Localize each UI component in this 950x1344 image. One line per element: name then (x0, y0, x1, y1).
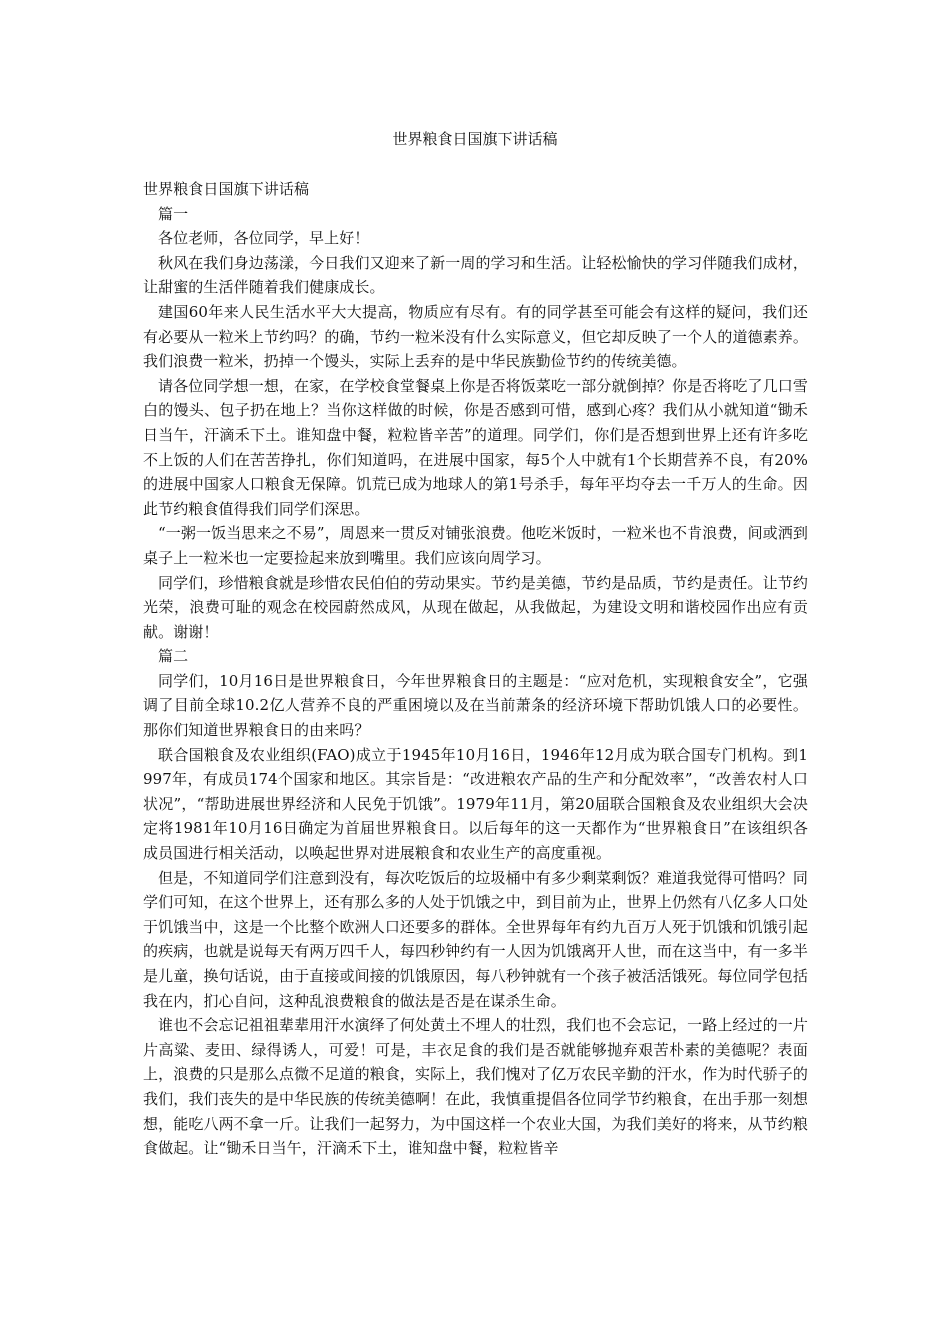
document-title: 世界粮食日国旗下讲话稿 (392, 130, 558, 148)
paragraph: 同学们，10月16日是世界粮食日，今年世界粮食日的主题是：“应对危机，实现粮食安全”，它强调了目前全球10.2亿人营养不良的严重困境以及在当前萧条的经济环境下帮助饥饿人口的必要性。那你们知道世界粮食日的由来吗？ (143, 671, 808, 740)
paragraph: “一粥一饭当思来之不易”，周恩来一贯反对铺张浪费。他吃米饭时，一粒米也不肯浪费，间或洒到桌子上一粒米也一定要捡起来放到嘴里。我们应该向周学习。 (143, 524, 808, 567)
document-body (143, 177, 808, 1161)
paragraph: 秋风在我们身边荡漾，今日我们又迎来了新一周的学习和生活。让轻松愉快的学习伴随我们成材，让甜蜜的生活伴随着我们健康成长。 (143, 253, 808, 297)
document-subtitle: 世界粮食日国旗下讲话稿 (143, 180, 310, 198)
paragraph: 同学们，珍惜粮食就是珍惜农民伯伯的劳动果实。节约是美德，节约是品质，节约是责任。让节约光荣，浪费可耻的观念在校园蔚然成风，从现在做起，从我做起，为建设文明和谐校园作出应有贡献。谢谢！ (143, 573, 808, 641)
paragraph: 谁也不会忘记祖祖辈辈用汗水演绎了何处黄土不埋人的壮烈，我们也不会忘记，一路上经过的一片片高粱、麦田、绿得诱人，可爱！可是，丰衣足食的我们是否就能够抛弃艰苦朴素的美德呢？表面上，浪费的只是那么点微不足道的粮食，实际上，我们愧对了亿万农民辛勤的汗水，作为时代骄子的我们，我们丧失的是中华民族的传统美德啊！在此，我慎重提倡各位同学节约粮食，在出手那一刻想想，能吃八两不拿一斤。让我们一起努力，为中国这样一个农业大国，为我们美好的将来，从节约粮食做起。让“锄禾日当午，汗滴禾下土，谁知盘中餐，粒粒皆辛 (143, 1016, 808, 1158)
paragraph: 建国60年来人民生活水平大大提高，物质应有尽有。有的同学甚至可能会有这样的疑问，我们还有必要从一粒米上节约吗？的确，节约一粒米没有什么实际意义，但它却反映了一个人的道德素养。我们浪费一粒米，扔掉一个馒头，实际上丢弃的是中华民族勤俭节约的传统美德。 (143, 302, 808, 371)
paragraph: 但是，不知道同学们注意到没有，每次吃饭后的垃圾桶中有多少剩菜剩饭？难道我觉得可惜吗？同学们可知，在这个世界上，还有那么多的人处于饥饿之中，到目前为止，世界上仍然有八亿多人口处于饥饿当中，这是一个比整个欧洲人口还要多的群体。全世界每年有约九百万人死于饥饿和饥饿引起的疾病，也就是说每天有两万四千人，每四秒钟约有一人因为饥饿离开人世，而在这当中，有一多半是儿童，换句话说，由于直接或间接的饥饿原因，每八秒钟就有一个孩子被活活饿死。每位同学包括我在内，扪心自问，这种乱浪费粮食的做法是否是在谋杀生命。 (143, 868, 808, 1010)
paragraph: 请各位同学想一想，在家，在学校食堂餐桌上你是否将饭菜吃一部分就倒掉？你是否将吃了几口雪白的馒头、包子扔在地上？当你这样做的时候，你是否感到可惜，感到心疼？我们从小就知道“锄禾日当午，汗滴禾下土。谁知盘中餐，粒粒皆辛苦”的道理。同学们，你们是否想到世界上还有许多吃不上饭的人们在苦苦挣扎，你们知道吗，在进展中国家，每5个人中就有1个长期营养不良，有20%的进展中国家人口粮食无保障。饥荒已成为地球人的第1号杀手，每年平均夺去一千万人的生命。因此节约粮食值得我们同学们深思。 (143, 376, 808, 518)
paragraph: 各位老师，各位同学，早上好！ (158, 229, 370, 248)
section-label-2: 篇二 (158, 647, 189, 666)
paragraph: 联合国粮食及农业组织(FAO)成立于1945年10月16日，1946年12月成为联合国专门机构。到1997年，有成员174个国家和地区。其宗旨是：“改进粮农产品的生产和分配效率”，“改善农村人口状况”，“帮助进展世界经济和人民免于饥饿”。1979年11月，第20届联合国粮食及农业组织大会决定将1981年10月16日确定为首届世界粮食日。以后每年的这一天都作为“世界粮食日”在该组织各成员国进行相关活动，以唤起世界对进展粮食和农业生产的高度重视。 (143, 745, 808, 863)
section-label-1: 篇一 (158, 204, 189, 223)
